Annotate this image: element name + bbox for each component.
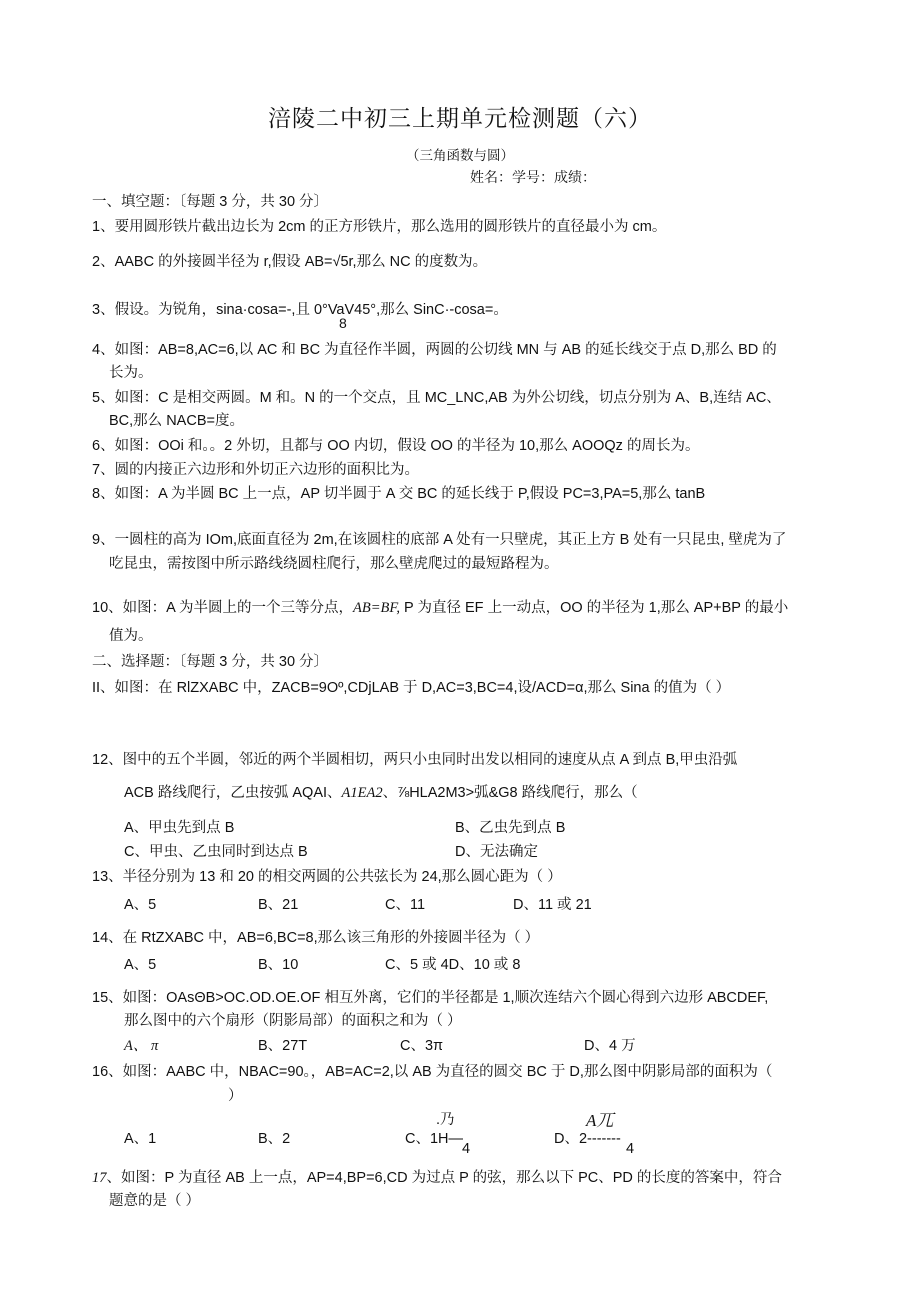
question-14-option-b: B、10 bbox=[258, 957, 299, 973]
question-10-line1 bbox=[92, 596, 788, 617]
question-5-line2: BC,那么 NACB=度。 bbox=[109, 413, 244, 429]
question-9-line1: 9、一圆柱的高为 IOm,底面直径为 2m,在该圆柱的底部 A 处有一只壁虎，其正上方 B 处有一只昆虫, 壁虎为了 bbox=[92, 532, 787, 548]
question-12-option-d: D、无法确定 bbox=[455, 844, 538, 860]
question-4-line1: 4、如图：AB=8,AC=6,以 AC 和 BC 为直径作半圆，两圆的公切线 MN 与 AB 的延长线交于点 D,那么 BD 的 bbox=[92, 342, 777, 358]
question-7: 7、圆的内接正六边形和外切正六边形的面积比为。 bbox=[92, 462, 420, 478]
question-12-option-b: B、乙虫先到点 B bbox=[455, 820, 566, 836]
question-13-option-b: B、21 bbox=[258, 897, 299, 913]
question-16-option-d-denominator: 4 bbox=[626, 1141, 635, 1157]
page-subtitle: （三角函数与圆） bbox=[406, 148, 514, 163]
question-1: 1、要用圆形铁片截出边长为 2cm 的正方形铁片，那么选用的圆形铁片的直径最小为 cm。 bbox=[92, 219, 667, 235]
section1-heading: 一、填空题：〔每题 3 分，共 30 分〕 bbox=[92, 194, 329, 210]
question-12-text-a: ACB 路线爬行，乙虫按弧 AQAI、 bbox=[124, 785, 342, 801]
question-16-option-b: B、2 bbox=[258, 1131, 291, 1147]
section2-heading: 二、选择题：〔每题 3 分，共 30 分〕 bbox=[92, 654, 329, 670]
question-15-option-c: C、3π bbox=[400, 1038, 444, 1054]
question-17-number: 17 bbox=[92, 1170, 107, 1186]
question-8: 8、如图：A 为半圆 BC 上一点，AP 切半圆于 A 交 BC 的延长线于 P,假设 PC=3,PA=5,那么 tanB bbox=[92, 486, 706, 502]
question-5-line1: 5、如图：C 是相交两圆。M 和。N 的一个交点，且 MC_LNC,AB 为外公切线，切点分别为 A、B,连结 AC、 bbox=[92, 390, 781, 406]
question-12-line2 bbox=[124, 781, 638, 802]
question-14-option-a: A、5 bbox=[124, 957, 157, 973]
question-17-line1 bbox=[92, 1166, 782, 1187]
question-13-option-a: A、5 bbox=[124, 897, 157, 913]
question-9-line2: 吃昆虫，需按图中所示路线绕圆柱爬行，那么壁虎爬过的最短路程为。 bbox=[109, 556, 559, 572]
question-12-line1: 12、图中的五个半圆，邻近的两个半圆相切，两只小虫同时出发以相同的速度从点 A 到点 B,甲虫沿弧 bbox=[92, 752, 738, 768]
question-16-option-a: A、1 bbox=[124, 1131, 157, 1147]
question-13-option-c: C、11 bbox=[385, 897, 426, 913]
question-13-option-d: D、11 或 21 bbox=[513, 897, 592, 913]
question-16-line1: 16、如图：AABC 中，NBAC=90。，AB=AC=2,以 AB 为直径的圆交 BC 于 D,那么图中阴影局部的面积为（ bbox=[92, 1064, 773, 1080]
question-15-option-b: B、27T bbox=[258, 1038, 308, 1054]
student-info: 姓名：学号：成绩： bbox=[470, 169, 596, 185]
question-11: II、如图：在 RlZXABC 中，ZACB=9Oº,CDjLAB 于 D,AC=3,BC=4,设/ACD=α,那么 Sina 的值为（ ） bbox=[92, 680, 731, 696]
question-16-option-d-numerator: A兀 bbox=[586, 1111, 614, 1130]
question-10-italic: AB=BF, bbox=[353, 600, 401, 616]
question-12-text-b: 、⅞HLA2M3>弧&G8 路线爬行，那么（ bbox=[382, 785, 638, 801]
page-title: 涪陵二中初三上期单元检测题（六） bbox=[268, 106, 652, 132]
question-15-option-d: D、4 万 bbox=[584, 1038, 636, 1054]
question-16-option-c: C、1H— bbox=[405, 1131, 464, 1147]
question-12-option-c: C、甲虫、乙虫同时到达点 B bbox=[124, 844, 308, 860]
question-15-option-a: A、 π bbox=[124, 1038, 159, 1054]
question-14-option-cd: C、5 或 4D、10 或 8 bbox=[385, 957, 521, 973]
question-10-text-a: 10、如图：A 为半圆上的一个三等分点， bbox=[92, 600, 354, 616]
question-16-option-d: D、2------- bbox=[554, 1131, 621, 1147]
question-16-option-c-denominator: 4 bbox=[462, 1141, 471, 1157]
question-16-line2: ） bbox=[228, 1088, 243, 1104]
question-3-fraction-denominator: 8 bbox=[339, 315, 347, 331]
question-13: 13、半径分别为 13 和 20 的相交两圆的公共弦长为 24,那么圆心距为（ ） bbox=[92, 869, 562, 885]
question-15-line1: 15、如图：OAsΘB>OC.OD.OE.OF 相互外离，它们的半径都是 1,顺次连结六个圆心得到六边形 ABCDEF, bbox=[92, 990, 769, 1006]
question-3: 3、假设。为锐角，sina·cosa=-,且 0°VaV45°,那么 SinC·-cosa=。 bbox=[92, 302, 508, 318]
question-14: 14、在 RtZXABC 中，AB=6,BC=8,那么该三角形的外接圆半径为（ ） bbox=[92, 930, 540, 946]
question-10-text-b: P 为直径 EF 上一动点，OO 的半径为 1,那么 AP+BP 的最小 bbox=[400, 600, 789, 616]
question-10-line2: 值为。 bbox=[109, 628, 153, 644]
question-17-text: 、如图：P 为直径 AB 上一点，AP=4,BP=6,CD 为过点 P 的弦，那么以下 PC、PD 的长度的答案中，符合 bbox=[106, 1170, 782, 1186]
question-12-option-a: A、甲虫先到点 B bbox=[124, 820, 235, 836]
question-16-option-c-numerator: .乃 bbox=[436, 1112, 455, 1128]
question-17-line2: 题意的是（ ） bbox=[109, 1193, 201, 1209]
question-15-line2: 那么图中的六个扇形（阴影局部）的面积之和为（ ） bbox=[124, 1013, 462, 1029]
question-4-line2: 长为。 bbox=[109, 365, 153, 381]
question-6: 6、如图：OOi 和。。2 外切，且都与 OO 内切，假设 OO 的半径为 10,那么 AOOQz 的周长为。 bbox=[92, 438, 700, 454]
question-12-italic: A1EA2 bbox=[341, 785, 383, 801]
question-2: 2、AABC 的外接圆半径为 r,假设 AB=√5r,那么 NC 的度数为。 bbox=[92, 254, 488, 270]
